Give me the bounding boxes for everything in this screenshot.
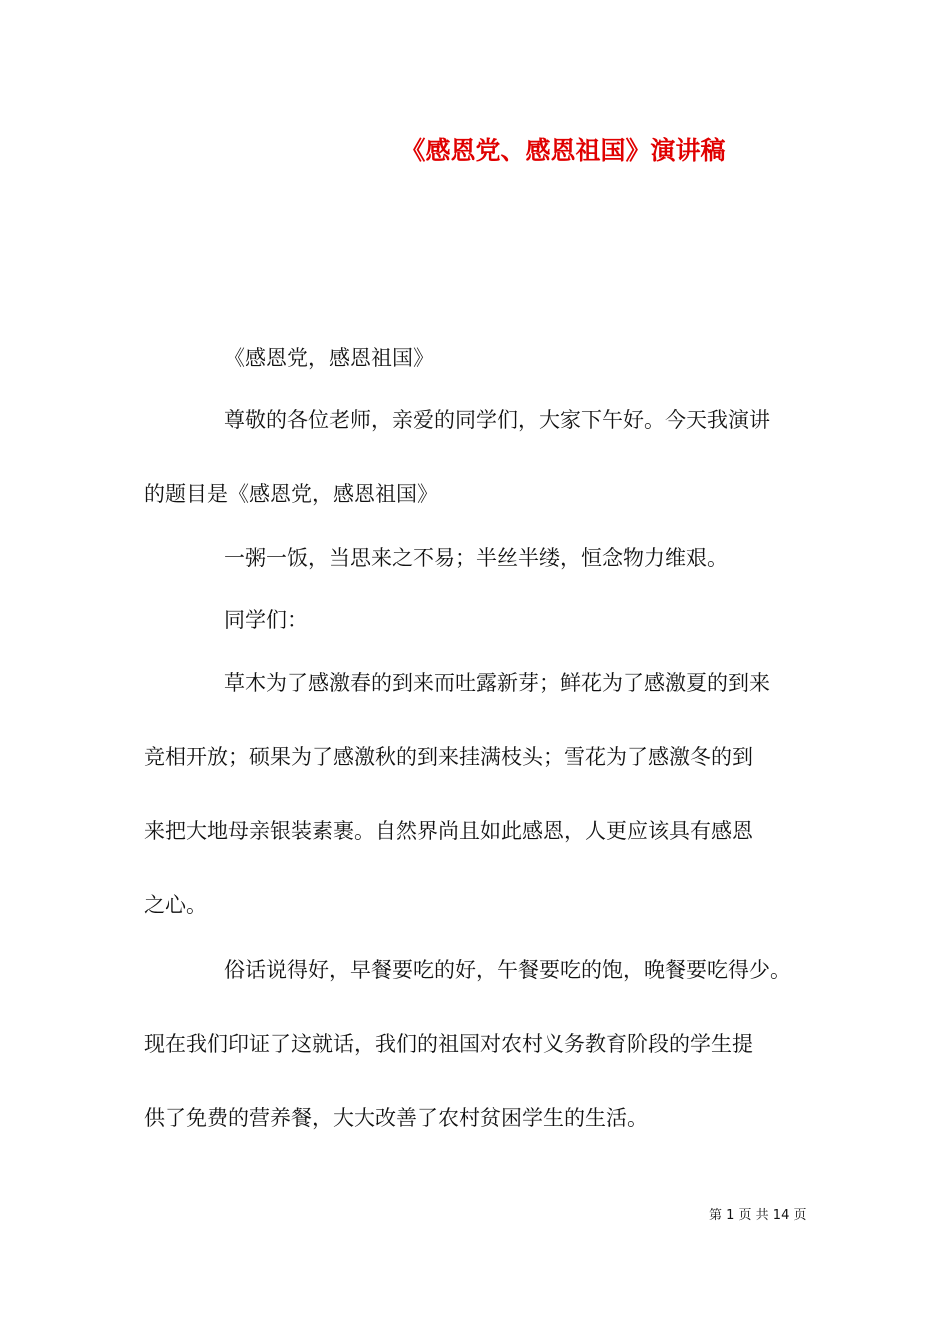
text-line: 一粥一饭，当思来之不易；半丝半缕，恒念物力维艰。 — [224, 546, 728, 570]
text-line: 竞相开放；硕果为了感激秋的到来挂满枝头；雪花为了感激冬的到 — [144, 745, 753, 769]
paragraph — [144, 343, 814, 405]
text-line: 同学们： — [224, 608, 308, 632]
paragraph — [144, 605, 814, 667]
paragraph — [144, 955, 814, 1165]
text-line: 之心。 — [144, 893, 207, 917]
text-line: 草木为了感激春的到来而吐露新芽；鲜花为了感激夏的到来 — [224, 671, 770, 695]
text-line: 现在我们印证了这就话，我们的祖国对农村义务教育阶段的学生提 — [144, 1032, 753, 1056]
page-number: 第 1 页 共 14 页 — [709, 1208, 807, 1223]
text-line: 供了免费的营养餐，大大改善了农村贫困学生的生活。 — [144, 1106, 648, 1130]
text-line: 尊敬的各位老师，亲爱的同学们，大家下午好。今天我演讲 — [224, 408, 770, 432]
paragraph — [144, 543, 814, 605]
text-line: 来把大地母亲银装素裹。自然界尚且如此感恩，人更应该具有感恩 — [144, 819, 753, 843]
text-line: 《感恩党，感恩祖国》 — [224, 346, 434, 370]
text-line: 俗话说得好，早餐要吃的好，午餐要吃的饱，晚餐要吃得少。 — [224, 958, 791, 982]
paragraph — [144, 405, 814, 541]
paragraph — [144, 668, 814, 952]
text-line: 的题目是《感恩党，感恩祖国》 — [144, 482, 438, 506]
document-title: 《感恩党、感恩祖国》演讲稿 — [400, 136, 726, 165]
